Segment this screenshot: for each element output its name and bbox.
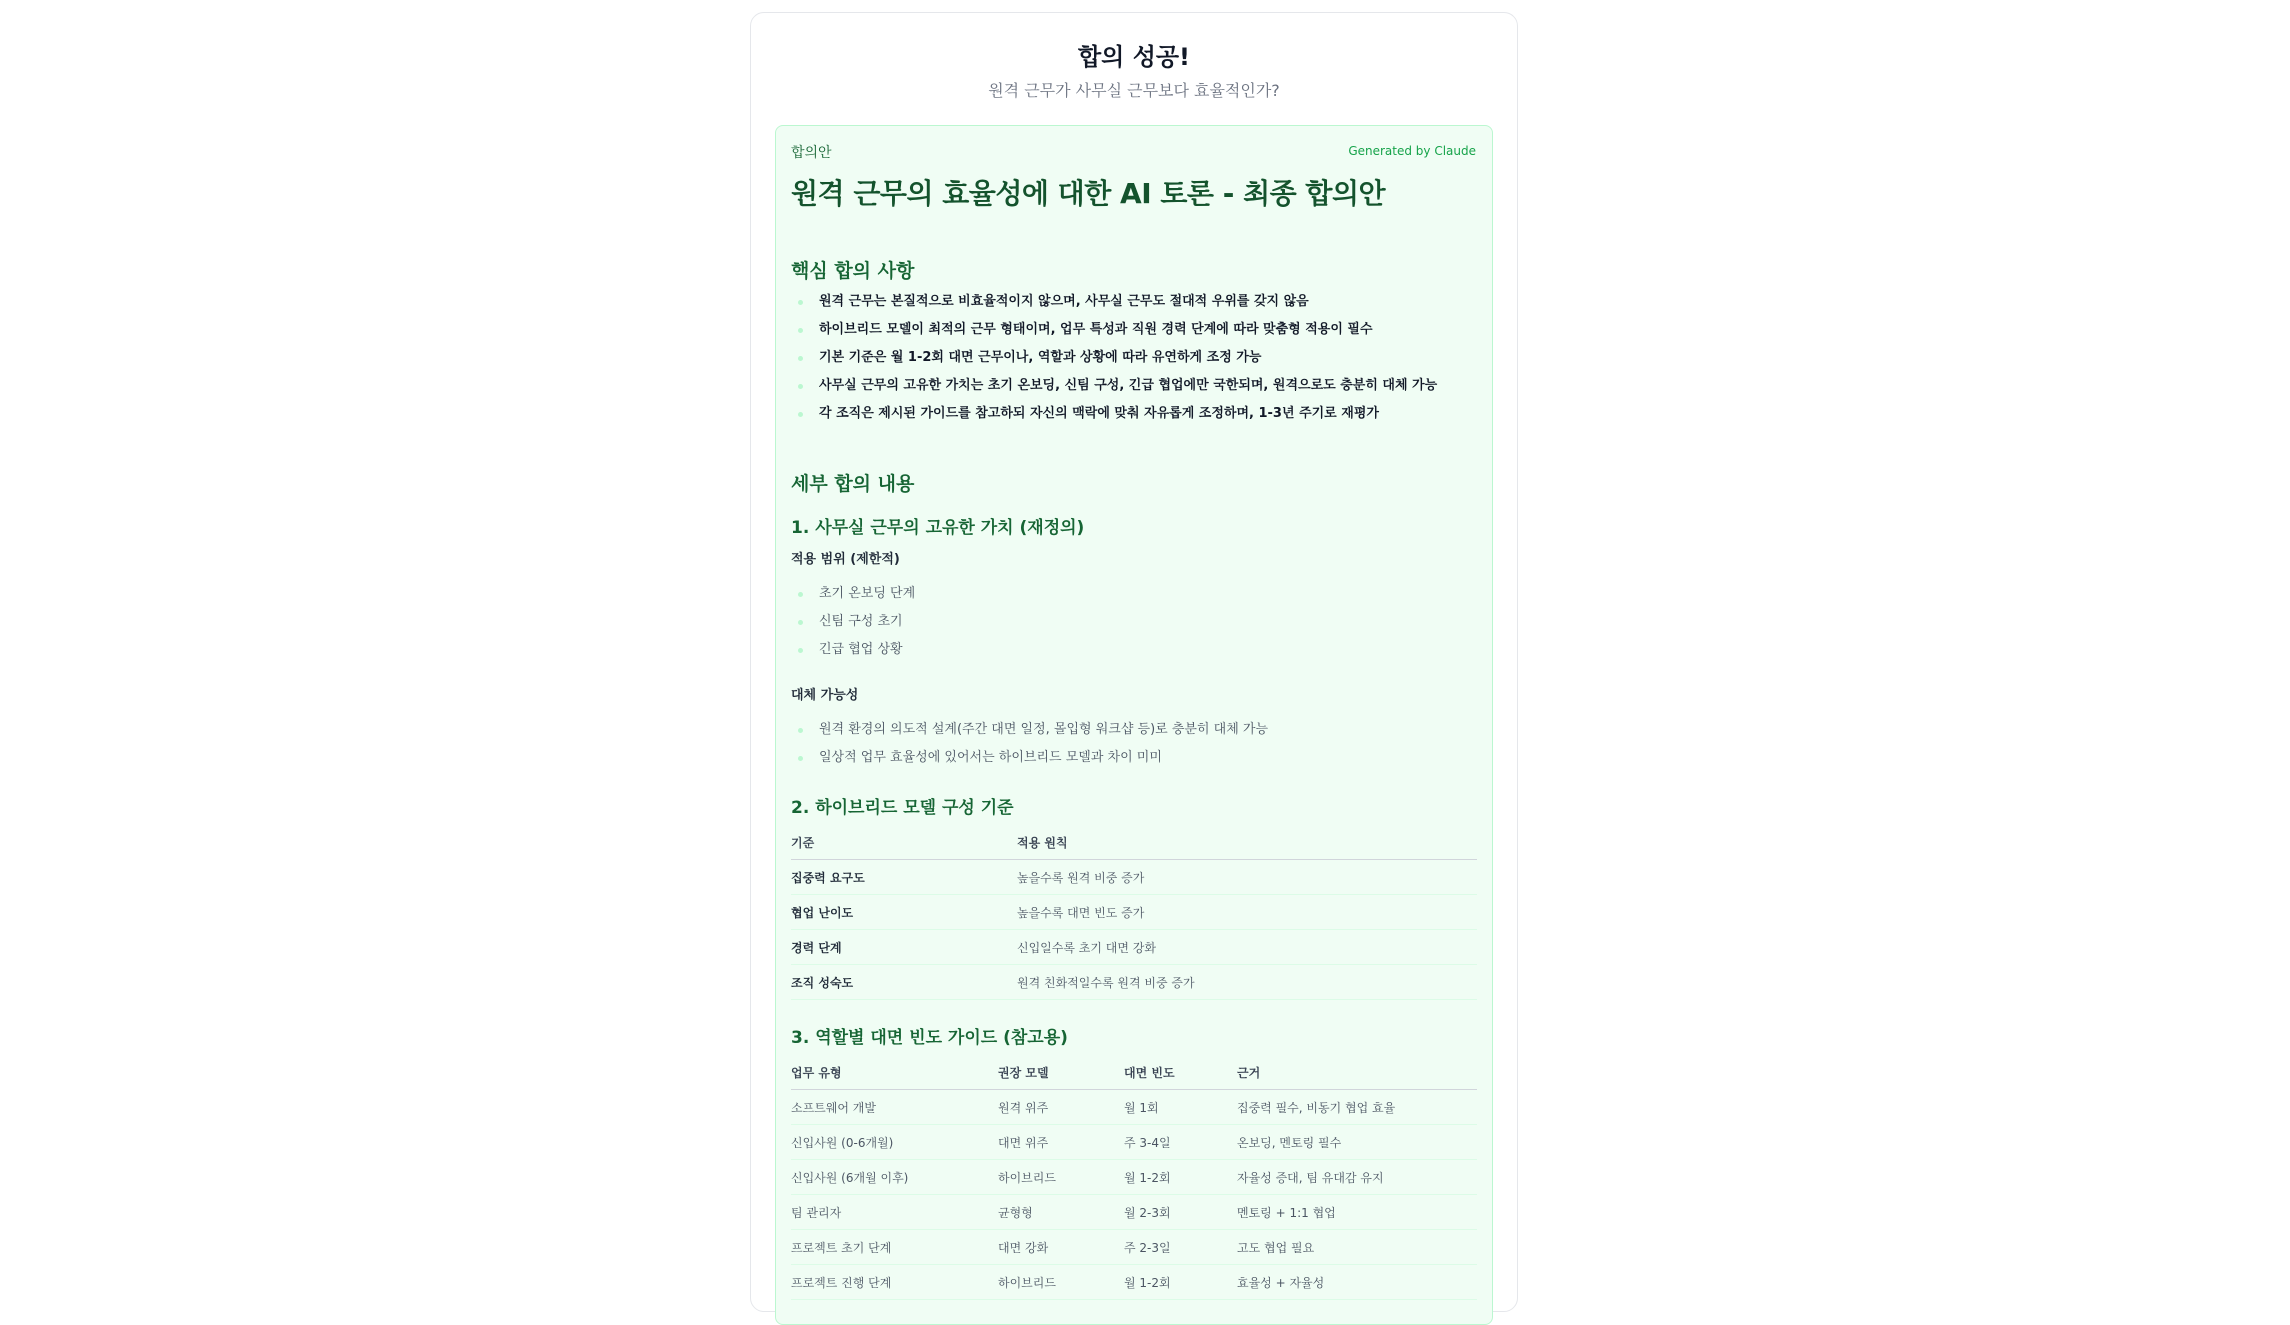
- table-cell: 대면 강화: [998, 1230, 1124, 1265]
- table-row: [791, 1090, 1477, 1125]
- list-item: 일상적 업무 효율성에 있어서는 하이브리드 모델과 차이 미미: [791, 744, 1268, 772]
- generated-by-label: Generated by Claude: [1348, 144, 1476, 158]
- column-header: 기준: [791, 826, 1017, 860]
- section2-heading: 2. 하이브리드 모델 구성 기준: [791, 798, 1014, 818]
- table-cell: 신입사원 (0-6개월): [791, 1125, 998, 1160]
- table-cell: 경력 단계: [791, 930, 1017, 965]
- table-cell: 집중력 필수, 비동기 협업 효율: [1237, 1090, 1477, 1125]
- column-header: 업무 유형: [791, 1056, 998, 1090]
- document-title: 원격 근무의 효율성에 대한 AI 토론 - 최종 합의안: [791, 177, 1386, 210]
- section1-heading: 1. 사무실 근무의 고유한 가치 (재정의): [791, 518, 1085, 538]
- table-row: [791, 1230, 1477, 1265]
- table-cell: 조직 성숙도: [791, 965, 1017, 1000]
- table-cell: 온보딩, 멘토링 필수: [1237, 1125, 1477, 1160]
- column-header: 적용 원칙: [1017, 826, 1477, 860]
- table-cell: 하이브리드: [998, 1160, 1124, 1195]
- table-cell: 주 3-4일: [1124, 1125, 1237, 1160]
- table-cell: 팀 관리자: [791, 1195, 998, 1230]
- table-cell: 신입일수록 초기 대면 강화: [1017, 930, 1477, 965]
- list-item: 긴급 협업 상황: [791, 636, 915, 664]
- table-cell: 효율성 + 자율성: [1237, 1265, 1477, 1300]
- core-heading: 핵심 합의 사항: [791, 260, 915, 282]
- table-cell: 주 2-3일: [1124, 1230, 1237, 1265]
- page-title: 합의 성공!: [1077, 43, 1191, 71]
- table-cell: 협업 난이도: [791, 895, 1017, 930]
- column-header: 권장 모델: [998, 1056, 1124, 1090]
- table-row: [791, 860, 1477, 895]
- table-cell: 멘토링 + 1:1 협업: [1237, 1195, 1477, 1230]
- table-cell: 높을수록 원격 비중 증가: [1017, 860, 1477, 895]
- consensus-card: [750, 12, 1518, 1312]
- table-cell: 월 1회: [1124, 1090, 1237, 1125]
- table-cell: 월 2-3회: [1124, 1195, 1237, 1230]
- list-item: 하이브리드 모델이 최적의 근무 형태이며, 업무 특성과 직원 경력 단계에 따라 맞춤형 적용이 필수: [791, 316, 1437, 344]
- table-cell: 월 1-2회: [1124, 1265, 1237, 1300]
- table-cell: 높을수록 대면 빈도 증가: [1017, 895, 1477, 930]
- list-item: 원격 환경의 의도적 설계(주간 대면 일정, 몰입형 워크샵 등)로 충분히 대체 가능: [791, 716, 1268, 744]
- table-row: [791, 930, 1477, 965]
- core-list: [791, 288, 1437, 428]
- column-header: 대면 빈도: [1124, 1056, 1237, 1090]
- table-header-row: [791, 826, 1477, 860]
- alt-heading: 대체 가능성: [791, 688, 859, 703]
- column-header: 근거: [1237, 1056, 1477, 1090]
- role-guide-table: [791, 1056, 1477, 1300]
- scope-heading: 적용 범위 (제한적): [791, 552, 900, 567]
- table-row: [791, 1195, 1477, 1230]
- list-item: 초기 온보딩 단계: [791, 580, 915, 608]
- list-item: 사무실 근무의 고유한 가치는 초기 온보딩, 신팀 구성, 긴급 협업에만 국한되며, 원격으로도 충분히 대체 가능: [791, 372, 1437, 400]
- table-cell: 프로젝트 진행 단계: [791, 1265, 998, 1300]
- table-cell: 고도 협업 필요: [1237, 1230, 1477, 1265]
- table-cell: 프로젝트 초기 단계: [791, 1230, 998, 1265]
- section3-heading: 3. 역할별 대면 빈도 가이드 (참고용): [791, 1028, 1068, 1048]
- table-cell: 원격 위주: [998, 1090, 1124, 1125]
- table-row: [791, 1125, 1477, 1160]
- alt-list: [791, 716, 1268, 772]
- table-row: [791, 965, 1477, 1000]
- table-cell: 대면 위주: [998, 1125, 1124, 1160]
- panel-tag: 합의안: [791, 145, 832, 161]
- scope-list: [791, 580, 915, 664]
- table-cell: 집중력 요구도: [791, 860, 1017, 895]
- table-row: [791, 1160, 1477, 1195]
- table-cell: 자율성 증대, 팀 유대감 유지: [1237, 1160, 1477, 1195]
- consensus-panel: [775, 125, 1493, 1325]
- table-row: [791, 895, 1477, 930]
- table-cell: 균형형: [998, 1195, 1124, 1230]
- list-item: 원격 근무는 본질적으로 비효율적이지 않으며, 사무실 근무도 절대적 우위를 갖지 않음: [791, 288, 1437, 316]
- table-cell: 하이브리드: [998, 1265, 1124, 1300]
- debate-topic: 원격 근무가 사무실 근무보다 효율적인가?: [988, 81, 1280, 100]
- table-cell: 소프트웨어 개발: [791, 1090, 998, 1125]
- criteria-table: [791, 826, 1477, 1000]
- table-row: [791, 1265, 1477, 1300]
- list-item: 기본 기준은 월 1-2회 대면 근무이나, 역할과 상황에 따라 유연하게 조정 가능: [791, 344, 1437, 372]
- table-header-row: [791, 1056, 1477, 1090]
- detail-heading: 세부 합의 내용: [791, 473, 915, 495]
- list-item: 신팀 구성 초기: [791, 608, 915, 636]
- table-cell: 원격 친화적일수록 원격 비중 증가: [1017, 965, 1477, 1000]
- table-cell: 월 1-2회: [1124, 1160, 1237, 1195]
- table-cell: 신입사원 (6개월 이후): [791, 1160, 998, 1195]
- list-item: 각 조직은 제시된 가이드를 참고하되 자신의 맥락에 맞춰 자유롭게 조정하며, 1-3년 주기로 재평가: [791, 400, 1437, 428]
